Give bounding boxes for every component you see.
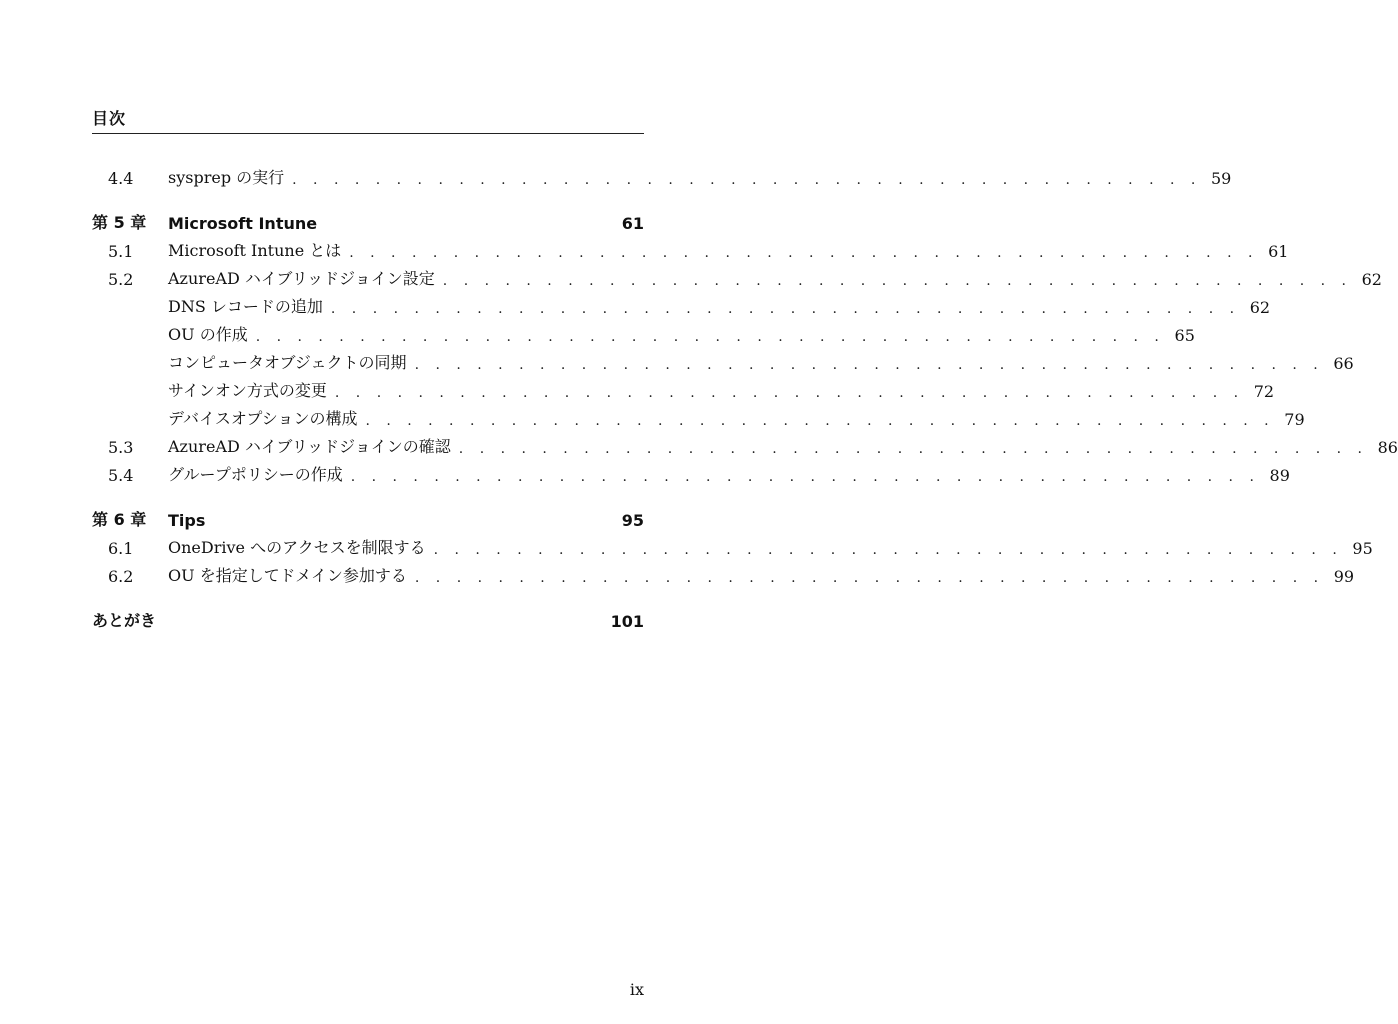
chapter-number: 第 6 章 xyxy=(92,510,147,529)
page-number: 72 xyxy=(1253,382,1275,401)
table-of-contents xyxy=(92,160,1398,631)
section-title: デバイスオプションの構成 xyxy=(168,409,358,428)
toc-entry-5-4[interactable] xyxy=(92,457,1290,485)
dot-leader: . . . . . . . . . . . . . . . . . . . . . . . . . . . . . . . . . . . . . . . . . . . . xyxy=(349,245,1259,261)
page-number: 99 xyxy=(1333,567,1355,586)
section-number: 4.4 xyxy=(108,169,134,188)
page-folio: ix xyxy=(629,980,644,999)
section-number: 5.2 xyxy=(108,270,134,289)
page-number: 61 xyxy=(621,214,644,233)
dot-leader: . . . . . . . . . . . . . . . . . . . . . . . . . . . . . . . . . . . . . . . . . . . . xyxy=(330,301,1241,317)
toc-entry-5-2[interactable] xyxy=(92,261,1382,289)
section-title: sysprep の実行 xyxy=(168,168,285,187)
section-title: コンピュータオブジェクトの同期 xyxy=(168,353,407,372)
section-title: OU の作成 xyxy=(168,325,248,344)
section-number: 5.4 xyxy=(108,466,134,485)
section-title: グループポリシーの作成 xyxy=(168,465,343,484)
toc-afterword[interactable] xyxy=(92,586,644,631)
toc-entry-computer-sync[interactable] xyxy=(92,345,1354,373)
page-number: 95 xyxy=(621,511,644,530)
toc-entry-6-2[interactable] xyxy=(92,558,1355,586)
toc-entry-signon-change[interactable] xyxy=(92,373,1275,401)
page-number: 86 xyxy=(1377,438,1398,457)
page-number: 79 xyxy=(1284,410,1305,429)
dot-leader: . . . . . . . . . . . . . . . . . . . . . . . . . . . . . . . . . . . . . . . . . . . . xyxy=(292,172,1202,188)
section-title: OU を指定してドメイン参加する xyxy=(168,566,407,585)
section-number: 6.1 xyxy=(108,539,134,558)
section-title: OneDrive へのアクセスを制限する xyxy=(168,538,426,557)
dot-leader: . . . . . . . . . . . . . . . . . . . . . . . . . . . . . . . . . . . . . . . . . . . . xyxy=(255,329,1165,345)
page-number: 89 xyxy=(1269,466,1290,485)
chapter-number: 第 5 章 xyxy=(92,213,147,232)
header-title: 目次 xyxy=(92,109,127,128)
dot-leader: . . . . . . . . . . . . . . . . . . . . . . . . . . . . . . . . . . . . . . . . . . . . xyxy=(433,542,1343,558)
page-number: 62 xyxy=(1361,270,1382,289)
page-number: 95 xyxy=(1352,539,1373,558)
section-title: サインオン方式の変更 xyxy=(168,381,327,400)
section-title: AzureAD ハイブリッドジョイン設定 xyxy=(168,269,435,288)
section-title: DNS レコードの追加 xyxy=(168,297,323,316)
page-header xyxy=(92,108,644,134)
toc-entry-device-options[interactable] xyxy=(92,401,1305,429)
page-number: 66 xyxy=(1333,354,1354,373)
dot-leader: . . . . . . . . . . . . . . . . . . . . . . . . . . . . . . . . . . . . . . . . . . . . xyxy=(442,273,1352,289)
dot-leader: . . . . . . . . . . . . . . . . . . . . . . . . . . . . . . . . . . . . . . . . . . . . xyxy=(414,570,1325,586)
toc-entry-5-3[interactable] xyxy=(92,429,1398,457)
dot-leader: . . . . . . . . . . . . . . . . . . . . . . . . . . . . . . . . . . . . . . . . . . . . xyxy=(458,441,1368,457)
chapter-number: あとがき xyxy=(92,611,157,630)
section-title: Microsoft Intune とは xyxy=(168,241,342,260)
dot-leader: . . . . . . . . . . . . . . . . . . . . . . . . . . . . . . . . . . . . . . . . . . . . xyxy=(414,357,1324,373)
page-number: 65 xyxy=(1174,326,1195,345)
toc-entry-5-1[interactable] xyxy=(92,233,1289,261)
page-number: 59 xyxy=(1210,169,1232,188)
page-number: 61 xyxy=(1268,242,1289,261)
toc-entry-6-1[interactable] xyxy=(92,530,1373,558)
section-number: 6.2 xyxy=(108,567,134,586)
dot-leader: . . . . . . . . . . . . . . . . . . . . . . . . . . . . . . . . . . . . . . . . . . . . xyxy=(350,469,1260,485)
toc-entry-4-4[interactable] xyxy=(92,160,1232,188)
section-number: 5.3 xyxy=(108,438,134,457)
toc-entry-ou-create[interactable] xyxy=(92,317,1195,345)
chapter-title: Microsoft Intune xyxy=(168,214,318,233)
page-number: 62 xyxy=(1249,298,1271,317)
dot-leader: . . . . . . . . . . . . . . . . . . . . . . . . . . . . . . . . . . . . . . . . . . . . xyxy=(365,413,1275,429)
toc-chapter-6[interactable] xyxy=(92,485,644,530)
toc-chapter-5[interactable] xyxy=(92,188,644,233)
toc-entry-dns-record[interactable] xyxy=(92,289,1271,317)
page-number: 101 xyxy=(610,612,644,631)
section-number: 5.1 xyxy=(108,242,134,261)
dot-leader: . . . . . . . . . . . . . . . . . . . . . . . . . . . . . . . . . . . . . . . . . . . . xyxy=(334,385,1245,401)
chapter-title: Tips xyxy=(168,511,206,530)
section-title: AzureAD ハイブリッドジョインの確認 xyxy=(168,437,451,456)
